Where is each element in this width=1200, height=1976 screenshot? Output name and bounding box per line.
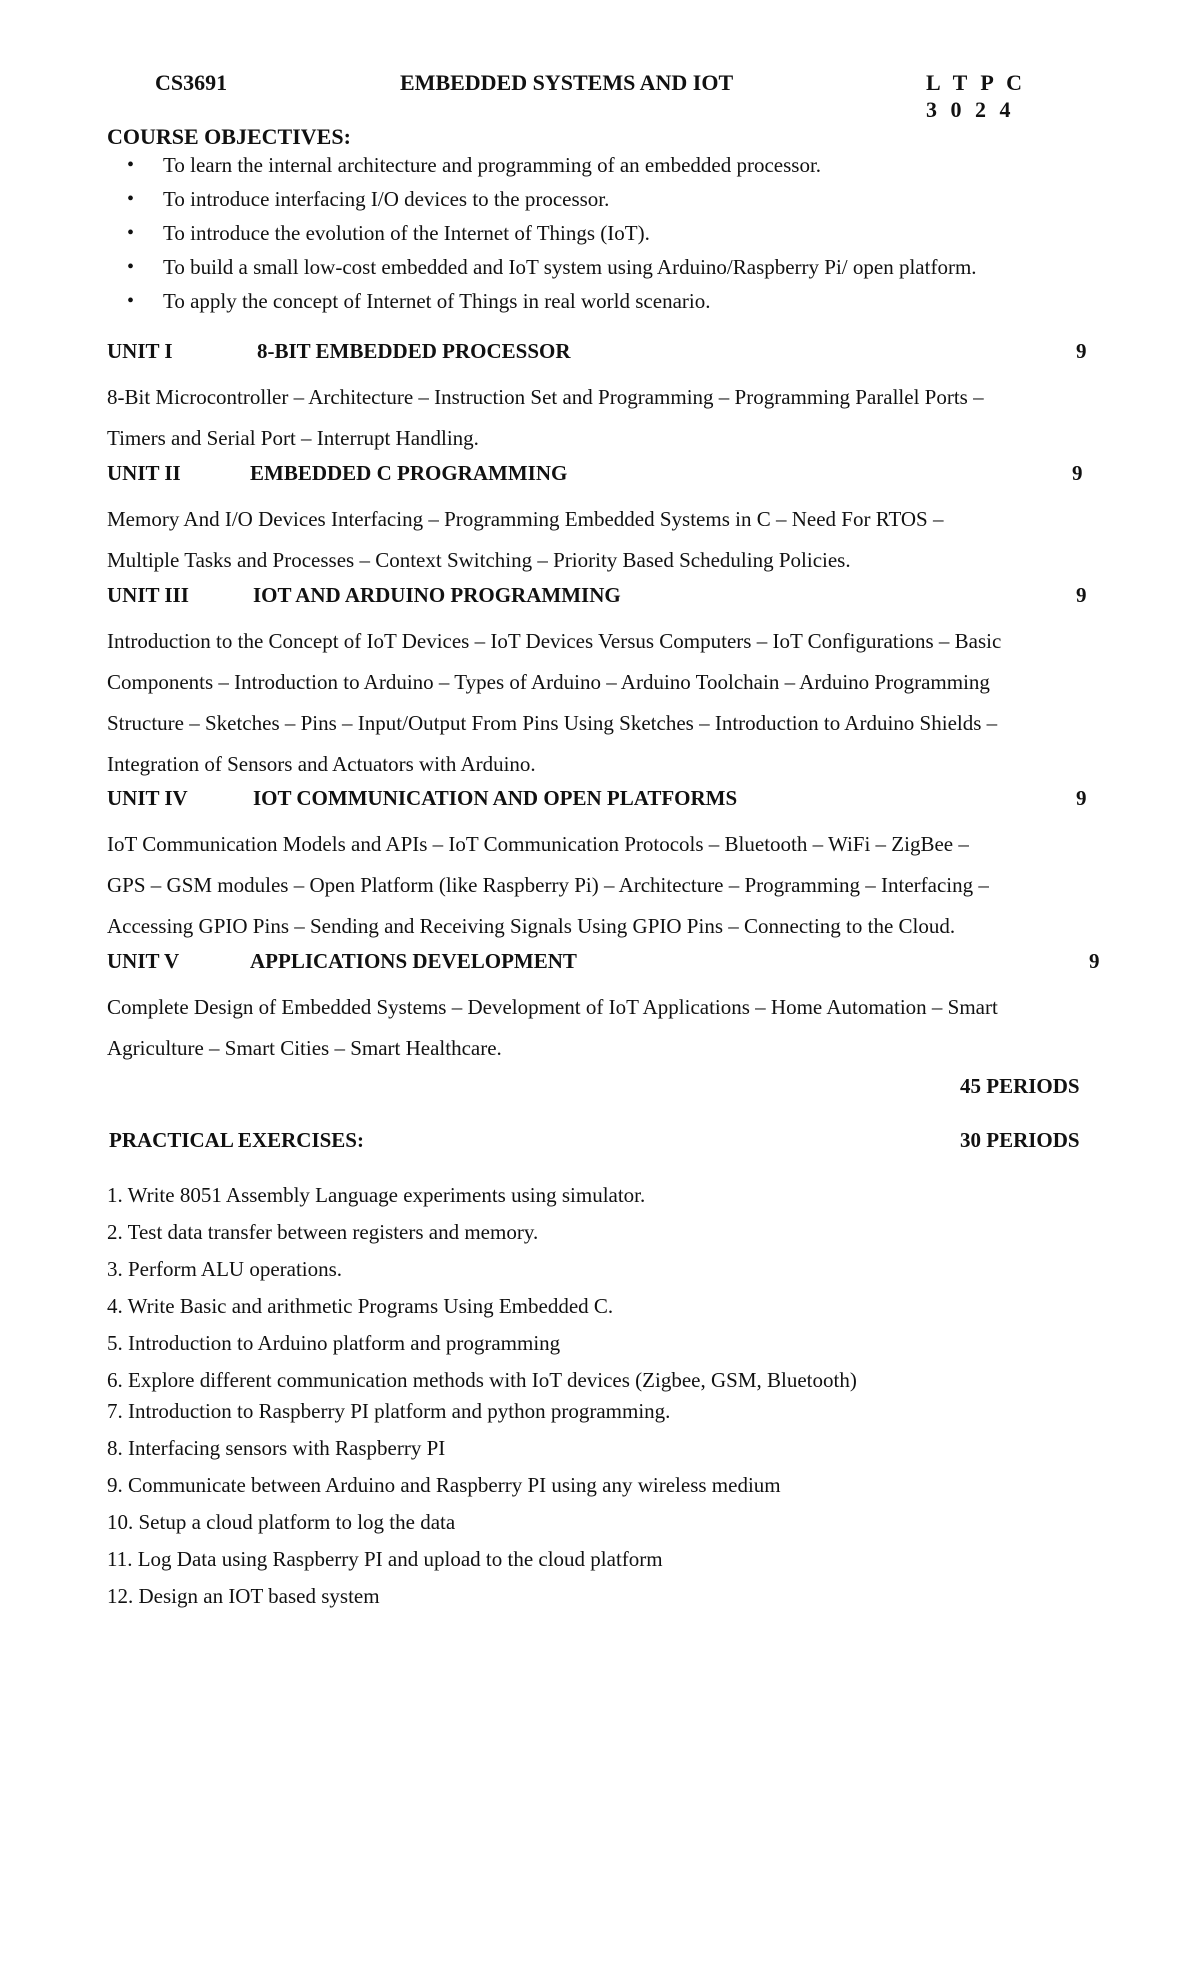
practical-item: 11. Log Data using Raspberry PI and upload to the cloud platform xyxy=(107,1547,663,1571)
unit-line: IoT Communication Models and APIs – IoT Communication Protocols – Bluetooth – WiFi – ZigBee – xyxy=(107,832,969,856)
objective-text: To introduce the evolution of the Internet of Things (IoT). xyxy=(163,221,650,245)
unit-description xyxy=(107,824,1127,947)
objective-item xyxy=(107,152,1157,186)
course-title: EMBEDDED SYSTEMS AND IOT xyxy=(400,70,734,95)
practical-item: 1. Write 8051 Assembly Language experiments using simulator. xyxy=(107,1183,646,1207)
unit-hours: 9 xyxy=(1089,949,1100,973)
unit-number: UNIT V xyxy=(107,949,180,973)
practical-item: 12. Design an IOT based system xyxy=(107,1584,380,1608)
unit-number: UNIT I xyxy=(107,339,173,363)
total-periods: 45 PERIODS xyxy=(960,1074,1080,1098)
practical-item: 3. Perform ALU operations. xyxy=(107,1257,343,1281)
objective-text: To introduce interfacing I/O devices to the processor. xyxy=(163,187,610,211)
unit-1 xyxy=(107,339,1127,459)
bullet-icon: • xyxy=(127,188,135,210)
unit-5 xyxy=(107,949,1127,1069)
practical-heading: PRACTICAL EXERCISES: xyxy=(109,1128,364,1152)
course-code: CS3691 xyxy=(155,70,228,95)
objective-text: To learn the internal architecture and programming of an embedded processor. xyxy=(163,153,822,177)
bullet-icon: • xyxy=(127,290,135,312)
unit-line: 8-Bit Microcontroller – Architecture – Instruction Set and Programming – Programming Parallel Ports – xyxy=(107,385,984,409)
unit-header xyxy=(107,583,1127,613)
objective-item xyxy=(107,254,1157,288)
practical-item: 7. Introduction to Raspberry PI platform and python programming. xyxy=(107,1399,671,1423)
unit-title: IOT AND ARDUINO PROGRAMMING xyxy=(253,583,621,607)
practical-item: 10. Setup a cloud platform to log the data xyxy=(107,1510,456,1534)
unit-hours: 9 xyxy=(1076,786,1087,810)
unit-title: APPLICATIONS DEVELOPMENT xyxy=(250,949,577,973)
objectives-list xyxy=(107,152,1157,322)
objective-text: To build a small low-cost embedded and IoT system using Arduino/Raspberry Pi/ open platform. xyxy=(163,255,977,279)
bullet-icon: • xyxy=(127,222,135,244)
unit-3 xyxy=(107,583,1127,785)
objectives-heading: COURSE OBJECTIVES: xyxy=(107,124,351,149)
unit-header xyxy=(107,786,1127,816)
unit-number: UNIT III xyxy=(107,583,189,607)
ltpc-values: 3 0 2 4 xyxy=(926,97,1013,122)
unit-line: Introduction to the Concept of IoT Devices – IoT Devices Versus Computers – IoT Configurations – Basic xyxy=(107,629,1002,653)
unit-title: EMBEDDED C PROGRAMMING xyxy=(250,461,568,485)
unit-header xyxy=(107,949,1127,979)
unit-4 xyxy=(107,786,1127,947)
practical-item: 6. Explore different communication methods with IoT devices (Zigbee, GSM, Bluetooth) xyxy=(107,1368,857,1392)
unit-description xyxy=(107,621,1127,785)
unit-line: Structure – Sketches – Pins – Input/Output From Pins Using Sketches – Introduction to Arduino Shields – xyxy=(107,711,998,735)
unit-line: Complete Design of Embedded Systems – Development of IoT Applications – Home Automation – Smart xyxy=(107,995,998,1019)
practical-item: 5. Introduction to Arduino platform and programming xyxy=(107,1331,561,1355)
unit-hours: 9 xyxy=(1076,583,1087,607)
unit-line: Timers and Serial Port – Interrupt Handling. xyxy=(107,426,479,450)
unit-description xyxy=(107,377,1127,459)
unit-line: Integration of Sensors and Actuators with Arduino. xyxy=(107,752,536,776)
unit-description xyxy=(107,987,1127,1069)
bullet-icon: • xyxy=(127,256,135,278)
unit-line: Multiple Tasks and Processes – Context Switching – Priority Based Scheduling Policies. xyxy=(107,548,851,572)
unit-number: UNIT II xyxy=(107,461,181,485)
unit-hours: 9 xyxy=(1076,339,1087,363)
ltpc-labels: L T P C xyxy=(926,70,1024,95)
unit-title: 8-BIT EMBEDDED PROCESSOR xyxy=(257,339,571,363)
unit-number: UNIT IV xyxy=(107,786,188,810)
practical-list xyxy=(107,1182,857,1620)
unit-line: Accessing GPIO Pins – Sending and Receiving Signals Using GPIO Pins – Connecting to the Cloud. xyxy=(107,914,956,938)
practical-item: 8. Interfacing sensors with Raspberry PI xyxy=(107,1436,446,1460)
objective-item xyxy=(107,220,1157,254)
objective-item xyxy=(107,186,1157,220)
unit-line: Memory And I/O Devices Interfacing – Programming Embedded Systems in C – Need For RTOS – xyxy=(107,507,944,531)
unit-line: Agriculture – Smart Cities – Smart Healthcare. xyxy=(107,1036,502,1060)
practical-periods: 30 PERIODS xyxy=(960,1128,1080,1152)
objective-item xyxy=(107,288,1157,322)
unit-description xyxy=(107,499,1127,581)
unit-header xyxy=(107,461,1127,491)
unit-line: GPS – GSM modules – Open Platform (like Raspberry Pi) – Architecture – Programming – Interfacing – xyxy=(107,873,989,897)
unit-hours: 9 xyxy=(1072,461,1083,485)
unit-line: Components – Introduction to Arduino – Types of Arduino – Arduino Toolchain – Arduino Programming xyxy=(107,670,990,694)
unit-2 xyxy=(107,461,1127,581)
bullet-icon: • xyxy=(127,154,135,176)
practical-item: 4. Write Basic and arithmetic Programs Using Embedded C. xyxy=(107,1294,614,1318)
practical-item: 9. Communicate between Arduino and Raspberry PI using any wireless medium xyxy=(107,1473,781,1497)
unit-title: IOT COMMUNICATION AND OPEN PLATFORMS xyxy=(253,786,738,810)
unit-header xyxy=(107,339,1127,369)
objective-text: To apply the concept of Internet of Things in real world scenario. xyxy=(163,289,711,313)
practical-item: 2. Test data transfer between registers and memory. xyxy=(107,1220,539,1244)
